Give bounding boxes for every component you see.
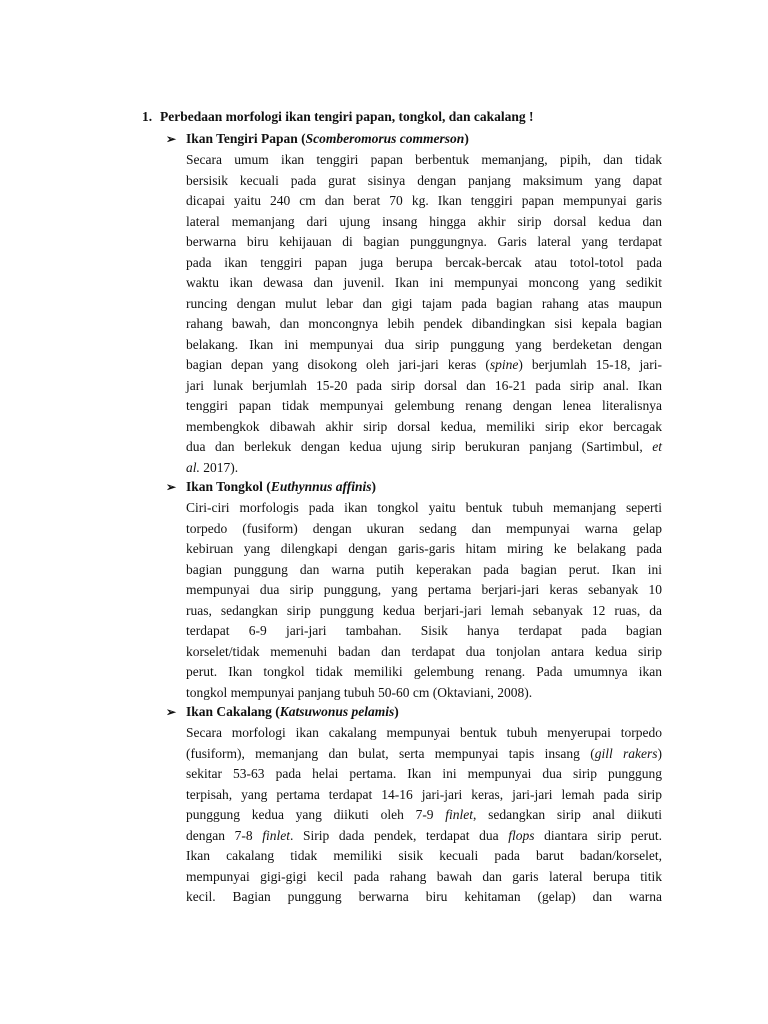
text-line: ruas, sedangkan sirip punggung kedua berjari-jari lemah sebanyak 12 ruas, da bbox=[186, 602, 662, 618]
text-line: korselet/tidak memenuhi badan dan terdapat dua tonjolan antara kedua sirip bbox=[186, 643, 662, 659]
text-line: Ikan cakalang tidak memiliki sisik kecuali pada barut badan/korselet, bbox=[186, 848, 662, 863]
text-line: bagian depan yang disokong oleh jari-jari keras (spine) berjumlah 15-18, jari- bbox=[186, 357, 662, 372]
question-title bbox=[142, 109, 534, 125]
text-line: tenggiri papan tidak mempunyai gelembung renang dengan lenea literalisnya bbox=[186, 398, 662, 413]
text-line: terdapat 6-9 jari-jari tambahan. Sisik hanya terdapat pada bagian bbox=[186, 623, 662, 638]
text-line: dengan 7-8 finlet. Sirip dada pendek, terdapat dua flops diantara sirip perut. bbox=[186, 827, 662, 843]
text-line: lateral memanjang dari ujung insang hingga akhir sirip dorsal kedua dan bbox=[186, 213, 662, 229]
text-line: bersisik kecuali pada gurat sisinya dengan panjang maksimum yang dapat bbox=[186, 172, 662, 188]
text-line: belakang. Ikan ini mempunyai dua sirip punggung yang berdeketan dengan bbox=[186, 336, 662, 352]
paragraph-tengiri bbox=[186, 150, 662, 478]
arrow-bullet-icon: ➢ bbox=[166, 132, 177, 146]
text-line: berwarna biru kehijauan di bagian punggungnya. Garis lateral yang terdapat bbox=[186, 234, 662, 249]
text-line: runcing dengan mulut lebar dan gigi tajam pada bagian rahang atas maupun bbox=[186, 295, 662, 311]
text-line: perut. Ikan tongkol tidak memiliki gelembung renang. Pada umumnya ikan bbox=[186, 664, 662, 679]
text-line: mempunyai dua sirip punggung, yang pertama berjari-jari keras sebanyak 10 bbox=[186, 582, 662, 597]
text-line: bagian punggung dan warna putih keperakan pada bagian perut. Ikan ini bbox=[186, 561, 662, 577]
section-heading-cakalang: ➢ Ikan Cakalang (Katsuwonus pelamis) bbox=[166, 704, 399, 719]
text-line: (fusiform), memanjang dan bulat, serta mempunyai tapis insang (gill rakers) bbox=[186, 745, 663, 761]
scientific-name: Scomberomorus commerson bbox=[305, 131, 465, 146]
question-title-text: Perbedaan morfologi ikan tengiri papan, tongkol, dan cakalang ! bbox=[160, 109, 534, 124]
text-line: rahang bawah, dan moncongnya lebih pendek dibandingkan sisi kepala bagian bbox=[186, 316, 662, 331]
text-line: terpisah, yang pertama terdapat 14-16 jari-jari keras, jari-jari lemah pada sirip bbox=[186, 786, 662, 802]
text-line: Ciri-ciri morfologis pada ikan tongkol yaitu bentuk tubuh memanjang seperti bbox=[186, 500, 662, 515]
question-number: 1. bbox=[142, 109, 153, 124]
text-line: sekitar 53-63 pada helai pertama. Ikan ini mempunyai dua sirip punggung bbox=[186, 766, 662, 781]
paragraph-cakalang bbox=[186, 723, 662, 908]
text-line: mempunyai gigi-gigi kecil pada rahang bawah dan garis lateral berupa titik bbox=[186, 868, 662, 884]
arrow-bullet-icon: ➢ bbox=[166, 480, 177, 494]
section-heading-tongkol: ➢ Ikan Tongkol (Euthynnus affinis) bbox=[166, 479, 376, 494]
text-line: pada ikan tenggiri papan juga berupa bercak-bercak atau totol-totol pada bbox=[186, 254, 662, 270]
text-line: kecil. Bagian punggung berwarna biru kehitaman (gelap) dan warna bbox=[186, 889, 662, 904]
text-line: al. 2017). bbox=[186, 459, 239, 475]
section-heading-tengiri: ➢ Ikan Tengiri Papan (Scomberomorus commerson) bbox=[166, 131, 469, 146]
text-line: Secara umum ikan tenggiri papan berbentuk memanjang, pipih, dan tidak bbox=[186, 152, 662, 167]
text-line: kebiruan yang dilengkapi dengan garis-garis hitam miring ke belakang pada bbox=[186, 541, 662, 556]
text-line: jari lunak berjumlah 15-20 pada sirip dorsal dan 16-21 pada sirip anal. Ikan bbox=[186, 377, 662, 393]
text-line: Secara morfologi ikan cakalang mempunyai bentuk tubuh menyerupai torpedo bbox=[186, 725, 662, 740]
text-line: waktu ikan dewasa dan juvenil. Ikan ini mempunyai moncong yang sedikit bbox=[186, 275, 662, 290]
text-line: punggung kedua yang diikuti oleh 7-9 finlet, sedangkan sirip anal diikuti bbox=[186, 807, 662, 822]
text-line: tongkol mempunyai panjang tubuh 50-60 cm (Oktaviani, 2008). bbox=[186, 684, 533, 700]
scientific-name: Euthynnus affinis bbox=[270, 479, 372, 494]
text-line: dua dan berlekuk dengan kedua ujung sirip berukuran panjang (Sartimbul, et bbox=[186, 439, 662, 454]
scientific-name: Katsuwonus pelamis bbox=[279, 704, 395, 719]
paragraph-tongkol bbox=[186, 498, 662, 703]
arrow-bullet-icon: ➢ bbox=[166, 705, 177, 719]
text-line: membengkok dibawah akhir sirip dorsal kedua, memiliki sirip ekor bercagak bbox=[186, 418, 662, 434]
text-line: dicapai yaitu 240 cm dan berat 70 kg. Ikan tenggiri papan mempunyai garis bbox=[186, 193, 662, 208]
text-line: torpedo (fusiform) dengan ukuran sedang dan mempunyai warna gelap bbox=[186, 520, 662, 536]
